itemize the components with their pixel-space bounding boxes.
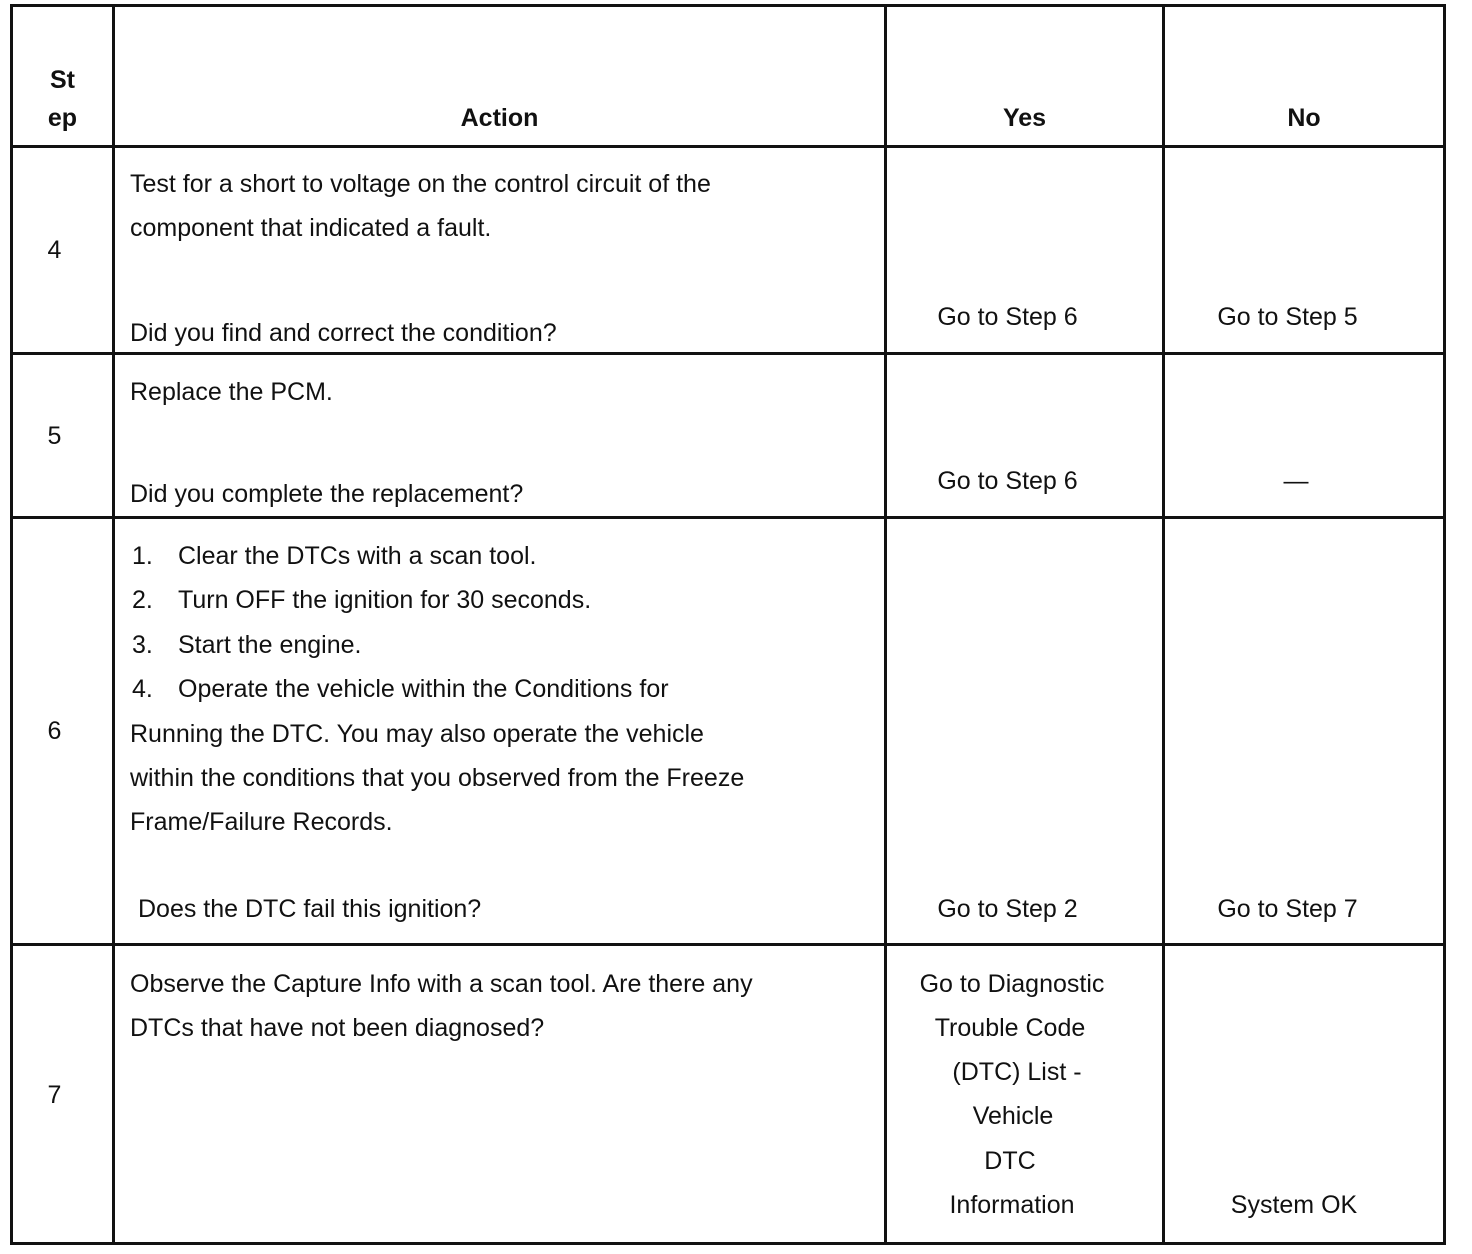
step6-no-result: Go to Step 7	[1217, 895, 1358, 923]
step7-yes-line4: Vehicle	[972, 1102, 1054, 1130]
step6-item-number-3: 3.	[132, 631, 153, 659]
row-divider-step6	[10, 943, 1446, 946]
step6-item-text-3: Start the engine.	[178, 631, 362, 659]
column-divider-yes-no	[1162, 4, 1165, 1245]
step6-continuation-line3: Frame/Failure Records.	[130, 808, 393, 836]
step7-yes-line1: Go to Diagnostic	[919, 970, 1105, 998]
step5-yes-result: Go to Step 6	[937, 467, 1078, 495]
header-yes: Yes	[1002, 104, 1047, 132]
header-no: No	[1287, 104, 1321, 132]
step6-item-text-2: Turn OFF the ignition for 30 seconds.	[178, 586, 592, 614]
step4-action-line2: component that indicated a fault.	[130, 214, 492, 242]
step7-yes-line3: (DTC) List -	[952, 1058, 1082, 1086]
column-divider-step-action	[112, 4, 115, 1245]
step6-item-number-1: 1.	[132, 542, 153, 570]
step5-question: Did you complete the replacement?	[130, 480, 524, 508]
table-border-top	[10, 4, 1446, 7]
step6-yes-result: Go to Step 2	[937, 895, 1078, 923]
header-step-line2: ep	[47, 104, 78, 132]
step6-question: Does the DTC fail this ignition?	[138, 895, 482, 923]
step7-action-line1: Observe the Capture Info with a scan tool. Are there any	[130, 970, 753, 998]
table-border-right	[1443, 4, 1446, 1245]
header-step-line1: St	[50, 66, 75, 94]
step7-action-line2: DTCs that have not been diagnosed?	[130, 1014, 545, 1042]
step-number-5: 5	[47, 422, 62, 450]
step7-no-result: System OK	[1230, 1191, 1358, 1219]
table-border-bottom	[10, 1242, 1446, 1245]
row-divider-header	[10, 145, 1446, 148]
step5-no-result: —	[1283, 467, 1309, 495]
step6-item-number-2: 2.	[132, 586, 153, 614]
step4-action-line1: Test for a short to voltage on the control circuit of the	[130, 170, 711, 198]
step4-yes-result: Go to Step 6	[937, 303, 1078, 331]
step7-yes-line2: Trouble Code	[934, 1014, 1086, 1042]
step-number-4: 4	[47, 236, 62, 264]
step6-item-text-4: Operate the vehicle within the Conditions for	[178, 675, 669, 703]
table-border-left	[10, 4, 13, 1245]
header-action: Action	[460, 104, 539, 132]
step4-no-result: Go to Step 5	[1217, 303, 1358, 331]
step7-yes-line6: Information	[949, 1191, 1075, 1219]
step4-question: Did you find and correct the condition?	[130, 319, 557, 347]
step7-yes-line5: DTC	[984, 1147, 1036, 1175]
step6-continuation-line2: within the conditions that you observed from the Freeze	[130, 764, 745, 792]
step6-continuation-line1: Running the DTC. You may also operate the vehicle	[130, 720, 704, 748]
step6-item-text-1: Clear the DTCs with a scan tool.	[178, 542, 537, 570]
step-number-7: 7	[47, 1081, 62, 1109]
step-number-6: 6	[47, 717, 62, 745]
step6-item-number-4: 4.	[132, 675, 153, 703]
step5-action-line1: Replace the PCM.	[130, 378, 333, 406]
